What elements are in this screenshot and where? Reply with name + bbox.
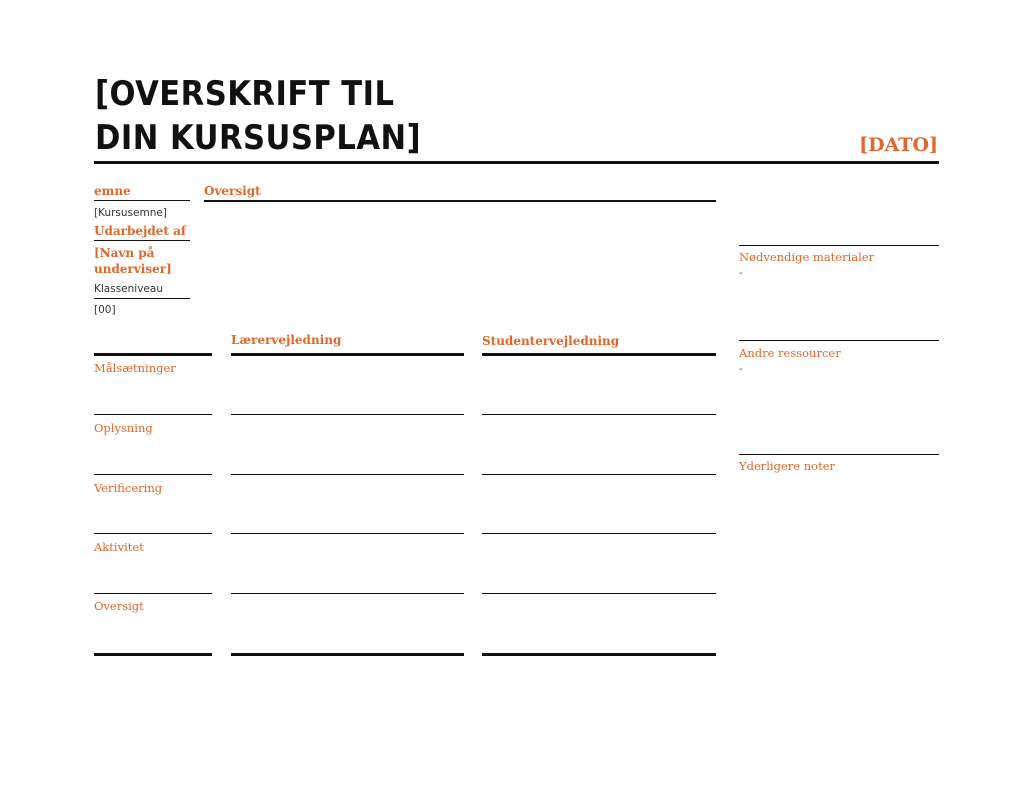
row-rule: [482, 474, 716, 475]
column-header-student-guide: Studentervejledning: [482, 334, 620, 348]
subject-label: emne: [94, 184, 131, 198]
table-top-rule-student: [482, 353, 716, 356]
table-bottom-rule: [94, 653, 212, 656]
materials-label: Nødvendige materialer: [739, 250, 875, 264]
resources-value[interactable]: -: [739, 364, 743, 375]
column-header-teacher-guide: Lærervejledning: [231, 333, 342, 347]
prepared-by-label: Udarbejdet af: [94, 224, 187, 238]
instructor-name[interactable]: [94, 245, 172, 277]
page-title-line-1: [OVERSKRIFT TIL: [95, 74, 395, 114]
row-rule: [482, 533, 716, 534]
row-rule: [94, 414, 212, 415]
page-title-line-2: DIN KURSUSPLAN]: [95, 118, 422, 158]
materials-value[interactable]: -: [739, 268, 743, 279]
page-title: [95, 72, 615, 160]
row-rule: [94, 474, 212, 475]
resources-label: Andre ressourcer: [739, 346, 841, 360]
materials-rule: [739, 245, 939, 246]
date-field[interactable]: [DATO]: [859, 134, 938, 156]
overview-label: Oversigt: [204, 184, 261, 198]
row-label-information: Oplysning: [94, 421, 153, 435]
instructor-name-line-2: underviser]: [94, 262, 172, 276]
table-bottom-rule: [482, 653, 716, 656]
notes-rule: [739, 454, 939, 455]
row-rule: [482, 593, 716, 594]
table-top-rule-labels: [94, 353, 212, 356]
row-rule: [94, 593, 212, 594]
level-label: Klasseniveau: [94, 283, 163, 295]
row-rule: [231, 474, 464, 475]
row-rule: [94, 533, 212, 534]
subject-value[interactable]: [Kursusemne]: [94, 207, 167, 219]
row-label-verification: Verificering: [94, 481, 163, 495]
row-rule: [231, 533, 464, 534]
table-top-rule-teacher: [231, 353, 464, 356]
subject-rule: [94, 200, 190, 201]
level-rule: [94, 298, 190, 299]
row-label-activity: Aktivitet: [94, 540, 144, 554]
row-label-overview: Oversigt: [94, 599, 144, 613]
row-label-goals: Målsætninger: [94, 361, 176, 375]
level-value[interactable]: [00]: [94, 304, 116, 316]
row-rule: [482, 414, 716, 415]
row-rule: [231, 593, 464, 594]
resources-rule: [739, 340, 939, 341]
notes-label: Yderligere noter: [739, 459, 835, 473]
header-rule: [94, 161, 939, 164]
instructor-name-line-1: [Navn på: [94, 246, 155, 260]
prepared-by-rule: [94, 240, 190, 241]
overview-rule: [204, 200, 716, 202]
row-rule: [231, 414, 464, 415]
table-bottom-rule: [231, 653, 464, 656]
